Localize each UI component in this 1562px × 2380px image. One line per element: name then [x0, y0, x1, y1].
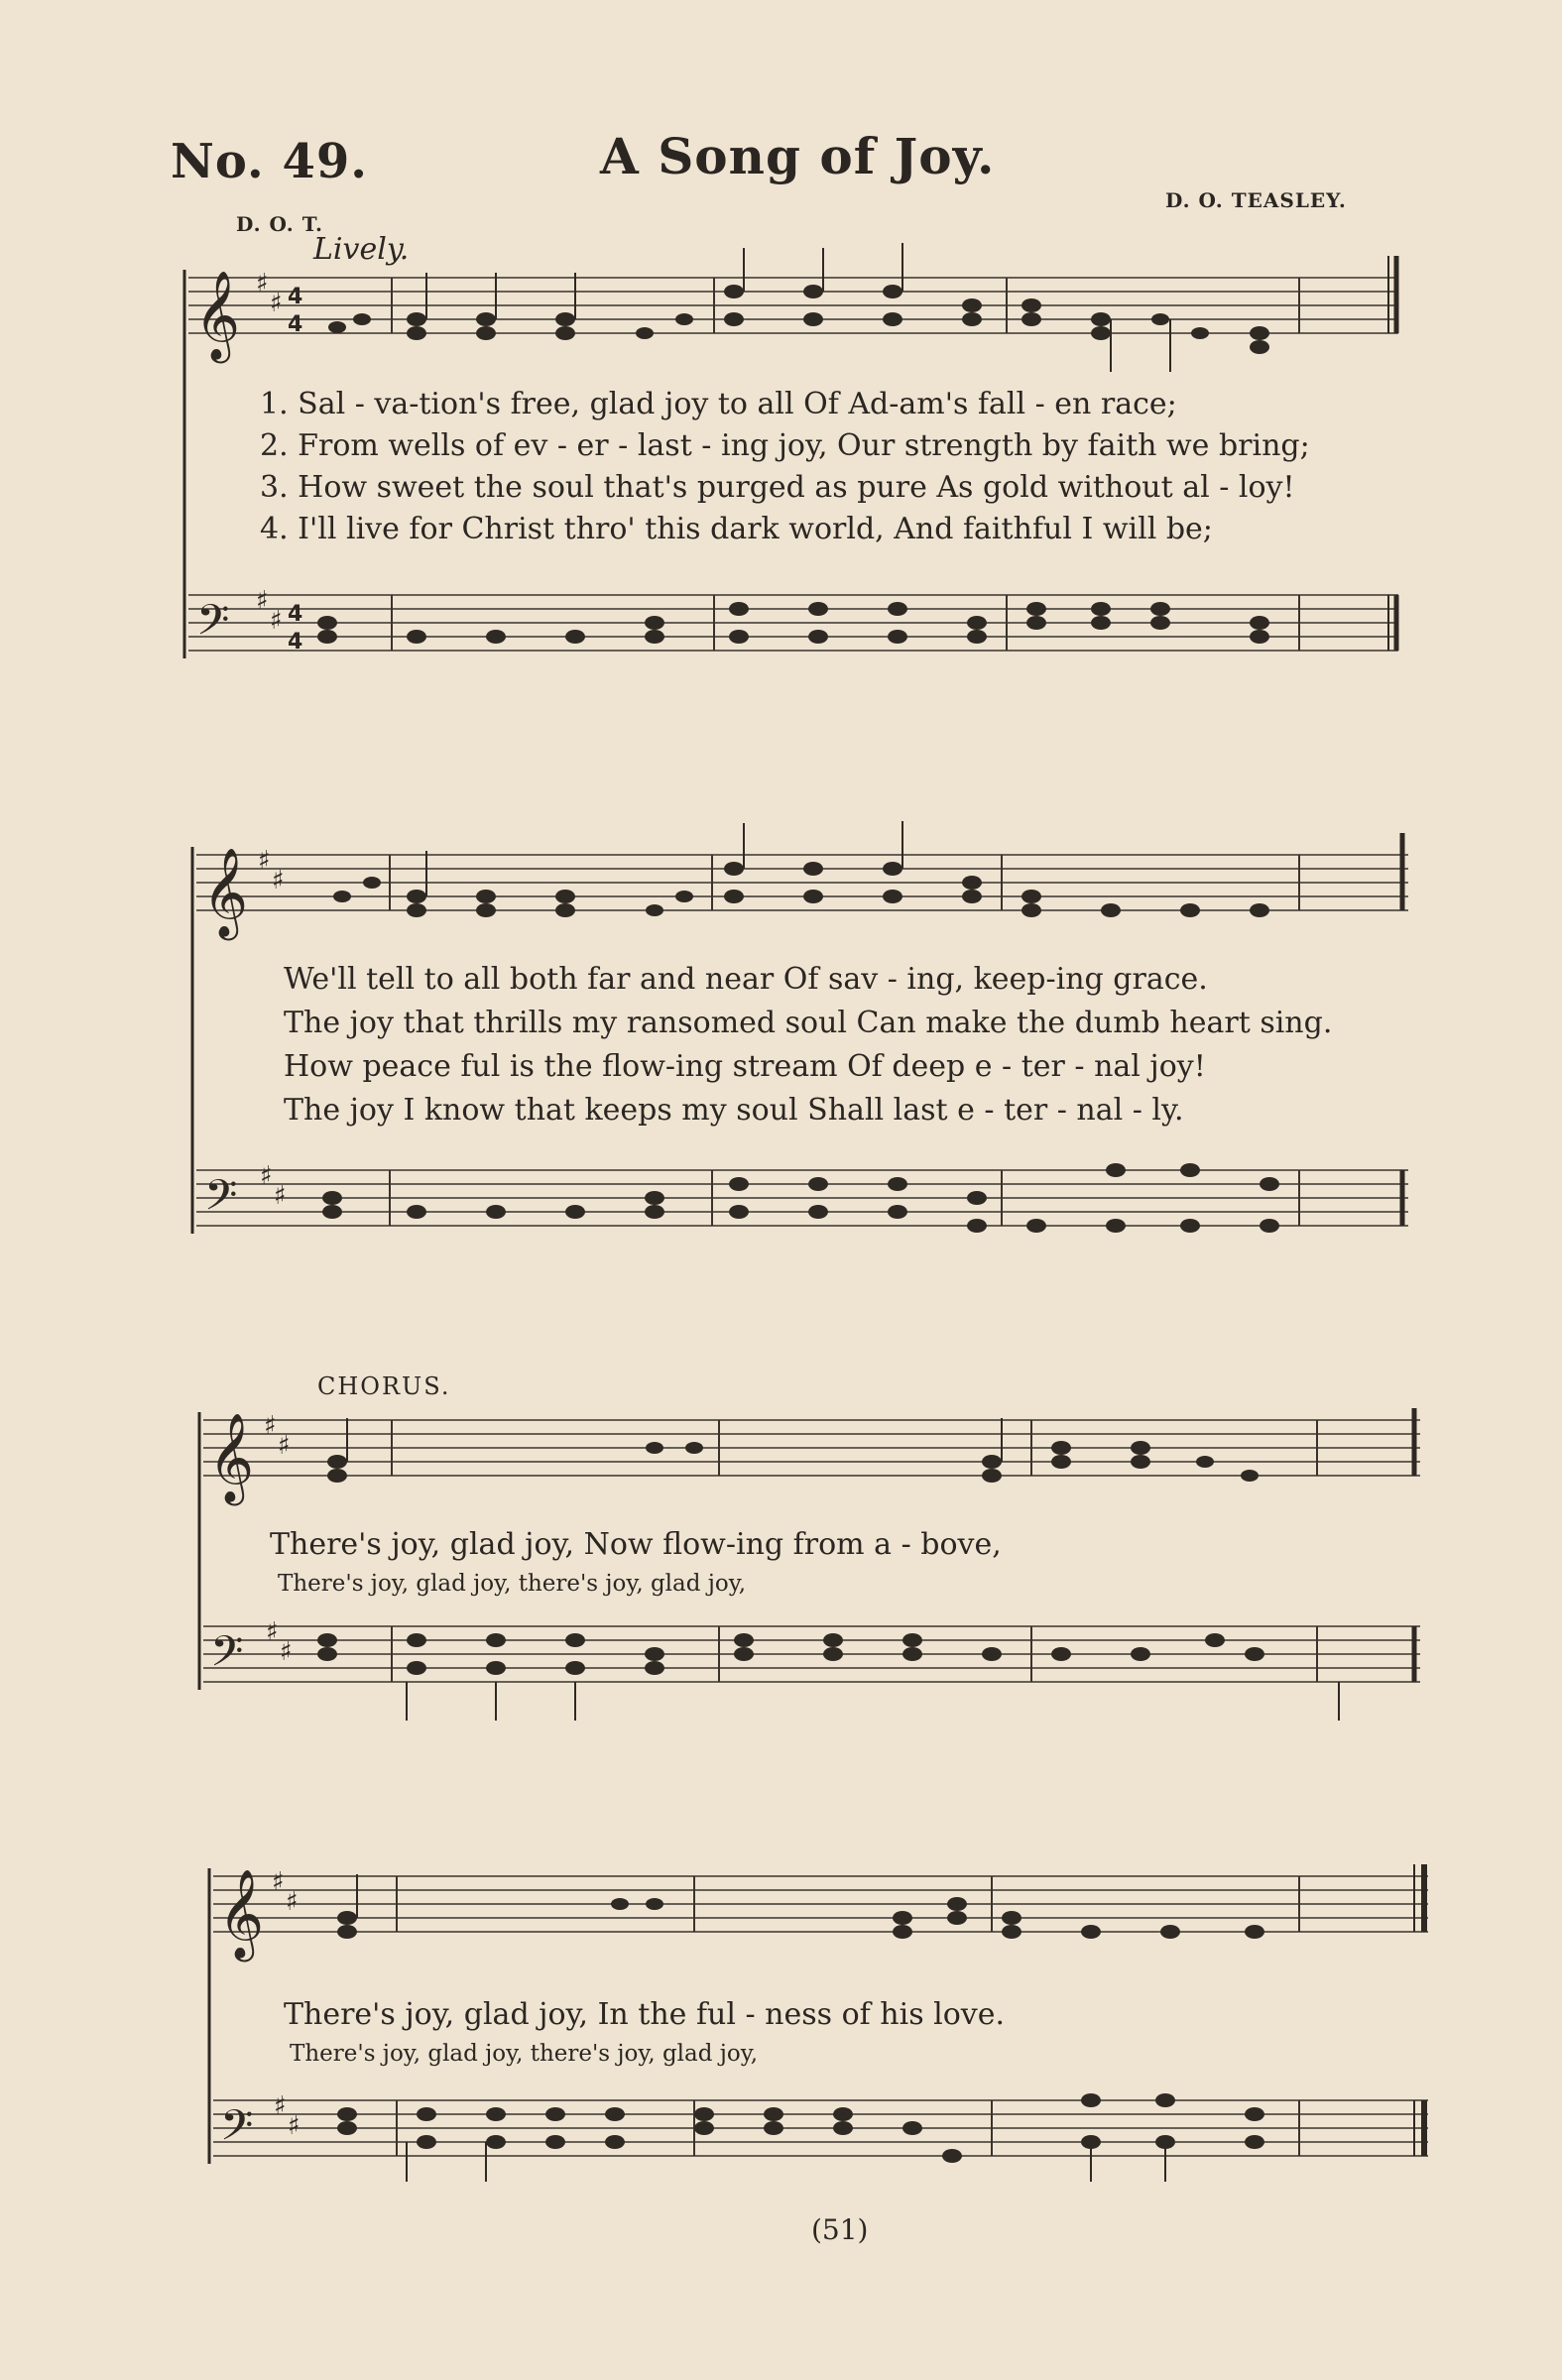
- svg-text:♯: ♯: [274, 2091, 287, 2121]
- chorus-line-2: There's joy, glad joy, In the ful - ness of his love.: [284, 1997, 1006, 2032]
- bass-clef-icon: 𝄢: [204, 1171, 238, 1231]
- svg-text:♯: ♯: [264, 1411, 277, 1441]
- system-1-bass-staff: [188, 595, 1398, 651]
- svg-text:♯: ♯: [256, 269, 269, 298]
- system-4-bass-staff: [213, 2100, 1428, 2156]
- hymn-title: A Song of Joy.: [600, 127, 996, 185]
- treble-clef-icon: 𝄞: [194, 271, 241, 360]
- svg-text:♯: ♯: [266, 1617, 279, 1647]
- svg-text:♯: ♯: [270, 606, 283, 636]
- svg-text:♯: ♯: [270, 289, 283, 318]
- treble-clef-icon: 𝄞: [218, 1869, 265, 1959]
- svg-text:♯: ♯: [286, 1887, 299, 1917]
- treble-clef-icon: 𝄞: [208, 1413, 255, 1502]
- verse-2-line-2: The joy that thrills my ransomed soul Can make the dumb heart sing.: [284, 1006, 1333, 1040]
- bass-clef-icon: 𝄢: [220, 2101, 254, 2161]
- bass-clef-icon: 𝄢: [196, 596, 230, 655]
- svg-text:♯: ♯: [274, 1181, 287, 1211]
- svg-text:4: 4: [288, 285, 303, 309]
- system-2-bass-staff: [196, 1170, 1408, 1226]
- verse-3-line-2: How peace ful is the flow-ing stream Of deep e - ter - nal joy!: [284, 1049, 1206, 1084]
- svg-text:♯: ♯: [258, 846, 271, 876]
- system-3-treble-staff: [203, 1420, 1420, 1476]
- verse-1-line-1: 1. Sal - va-tion's free, glad joy to all Of Ad-am's fall - en race;: [260, 387, 1177, 421]
- hymn-number: No. 49.: [171, 134, 368, 189]
- treble-clef-icon: 𝄞: [202, 848, 249, 937]
- verse-4-line-1: 4. I'll live for Christ thro' this dark world, And faithful I will be;: [260, 512, 1213, 546]
- svg-text:♯: ♯: [256, 586, 269, 616]
- chorus-echo-1: There's joy, glad joy, there's joy, glad joy,: [278, 1571, 747, 1597]
- chorus-echo-2: There's joy, glad joy, there's joy, glad joy,: [290, 2041, 759, 2067]
- svg-text:4: 4: [288, 630, 303, 654]
- system-4-treble-staff: [213, 1876, 1428, 1932]
- svg-text:♯: ♯: [272, 1867, 285, 1897]
- svg-text:♯: ♯: [280, 1637, 293, 1667]
- system-3-bass-staff: [203, 1626, 1420, 1682]
- verse-3-line-1: 3. How sweet the soul that's purged as pure As gold without al - loy!: [260, 470, 1295, 505]
- bass-clef-icon: 𝄢: [210, 1627, 244, 1687]
- svg-text:4: 4: [288, 312, 303, 337]
- system-1-treble-staff: [188, 278, 1398, 333]
- svg-text:♯: ♯: [260, 1161, 273, 1191]
- music-credit: D. O. TEASLEY.: [1165, 188, 1347, 212]
- page-number: (51): [811, 2213, 869, 2246]
- svg-text:4: 4: [288, 602, 303, 627]
- verse-1-line-2: We'll tell to all both far and near Of sav - ing, keep-ing grace.: [284, 962, 1208, 997]
- svg-text:♯: ♯: [272, 866, 285, 895]
- verse-2-line-1: 2. From wells of ev - er - last - ing joy, Our strength by faith we bring;: [260, 428, 1310, 463]
- words-credit: D. O. T.: [236, 212, 323, 236]
- svg-text:♯: ♯: [278, 1431, 291, 1461]
- svg-text:♯: ♯: [288, 2111, 300, 2141]
- chorus-label: CHORUS.: [317, 1372, 451, 1400]
- tempo-marking: Lively.: [313, 232, 410, 267]
- verse-4-line-2: The joy I know that keeps my soul Shall last e - ter - nal - ly.: [284, 1093, 1184, 1128]
- chorus-line-1: There's joy, glad joy, Now flow-ing from a - bove,: [270, 1527, 1002, 1562]
